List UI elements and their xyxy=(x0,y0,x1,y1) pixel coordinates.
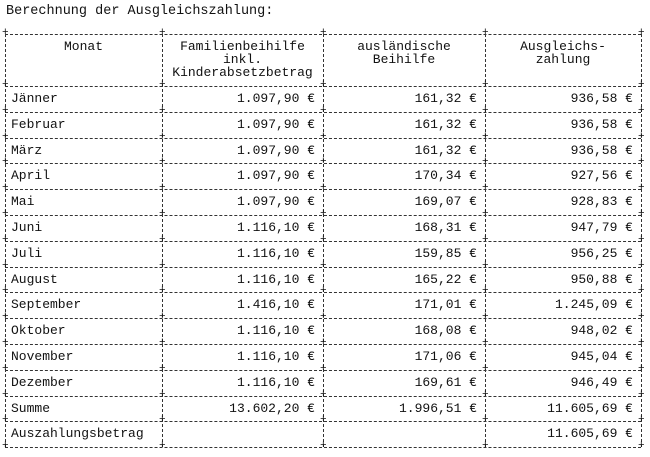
value-cell: 1.416,10 € xyxy=(236,297,315,313)
rule-junction: + xyxy=(2,27,9,39)
rule-junction: + xyxy=(638,285,645,298)
rule-junction: + xyxy=(2,388,9,401)
rule-junction: + xyxy=(482,388,489,401)
row-label: Juni xyxy=(11,220,43,235)
rule-junction: + xyxy=(482,104,489,117)
value-cell: 168,08 € xyxy=(414,323,477,339)
rule-junction: + xyxy=(320,388,327,401)
row-label: Mai xyxy=(11,194,35,210)
rule-junction: + xyxy=(2,311,9,324)
rule-junction: + xyxy=(638,440,645,453)
rule-junction: + xyxy=(638,156,645,169)
row-label: Summe xyxy=(11,400,51,416)
rule-junction: + xyxy=(320,130,327,143)
rule-junction: + xyxy=(482,233,489,246)
rule-junction: + xyxy=(638,362,645,375)
value-cell: 168,31 € xyxy=(414,220,477,235)
rule-junction: + xyxy=(482,414,489,427)
rule-junction: + xyxy=(320,208,327,220)
value-cell: 936,58 € xyxy=(570,116,633,132)
value-cell: 171,06 € xyxy=(414,349,477,364)
rule-junction: + xyxy=(320,337,327,349)
document-title: Berechnung der Ausgleichszahlung: xyxy=(6,4,274,19)
rule-junction: + xyxy=(159,156,166,169)
rule-junction: + xyxy=(2,414,9,427)
rule-junction: + xyxy=(638,259,645,272)
header-cell: inkl. xyxy=(222,52,262,67)
value-cell: 1.116,10 € xyxy=(236,349,315,364)
value-cell: 1.116,10 € xyxy=(236,323,315,339)
rule-junction: + xyxy=(638,79,645,91)
rule-junction: + xyxy=(320,311,327,324)
rule-junction: + xyxy=(2,440,9,453)
row-label: Jänner xyxy=(11,91,58,106)
rule-junction: + xyxy=(638,208,645,220)
rule-junction: + xyxy=(159,259,166,272)
rule-junction: + xyxy=(638,233,645,246)
value-cell: 1.097,90 € xyxy=(236,168,315,184)
rule-junction: + xyxy=(320,414,327,427)
value-cell: 11.605,69 € xyxy=(547,426,633,442)
rule-junction: + xyxy=(159,182,166,195)
value-cell: 1.116,10 € xyxy=(236,220,315,235)
rule-junction: + xyxy=(320,362,327,375)
value-cell: 946,49 € xyxy=(570,374,633,390)
rule-junction: + xyxy=(638,414,645,427)
value-cell: 165,22 € xyxy=(414,271,477,287)
rule-junction: + xyxy=(482,311,489,324)
rule-junction: + xyxy=(320,259,327,272)
rule-junction: + xyxy=(638,311,645,324)
rule-junction: + xyxy=(482,362,489,375)
rule-junction: + xyxy=(482,182,489,195)
rule-junction: + xyxy=(159,388,166,401)
rule-junction: + xyxy=(2,130,9,143)
rule-junction: + xyxy=(320,233,327,246)
header-cell: Beihilfe xyxy=(372,52,436,67)
value-cell: 927,56 € xyxy=(570,168,633,184)
rule-junction: + xyxy=(638,182,645,195)
rule-junction: + xyxy=(320,182,327,195)
rule-junction: + xyxy=(482,337,489,349)
rule-junction: + xyxy=(638,130,645,143)
rule-junction: + xyxy=(320,285,327,298)
rule-junction: + xyxy=(159,104,166,117)
rule-junction: + xyxy=(482,259,489,272)
header-cell: zahlung xyxy=(535,52,591,67)
row-label: April xyxy=(11,168,51,184)
header-cell: Ausgleichs- xyxy=(520,39,606,54)
value-cell: 161,32 € xyxy=(414,91,477,106)
rule-junction: + xyxy=(482,27,489,39)
value-cell: 169,07 € xyxy=(414,194,477,210)
value-cell: 1.097,90 € xyxy=(236,91,315,106)
rule-junction: + xyxy=(159,79,166,91)
value-cell: 169,61 € xyxy=(414,374,477,390)
row-label: Februar xyxy=(11,116,66,132)
value-cell: 1.097,90 € xyxy=(236,194,315,210)
rule-junction: + xyxy=(159,208,166,220)
rule-junction: + xyxy=(320,27,327,39)
value-cell: 1.116,10 € xyxy=(236,245,315,261)
rule-junction: + xyxy=(2,182,9,195)
header-cell: Familienbeihilfe xyxy=(180,39,305,54)
header-cell: ausländische xyxy=(357,39,451,54)
value-cell: 161,32 € xyxy=(414,142,477,158)
rule-junction: + xyxy=(482,208,489,220)
rule-junction: + xyxy=(159,285,166,298)
rule-junction: + xyxy=(159,440,166,453)
header-cell: Monat xyxy=(63,39,103,54)
value-cell: 947,79 € xyxy=(570,220,633,235)
value-cell: 1.116,10 € xyxy=(236,374,315,390)
rule-junction: + xyxy=(2,79,9,91)
row-label: Dezember xyxy=(11,374,74,390)
row-label: März xyxy=(11,142,43,158)
rule-junction: + xyxy=(482,79,489,91)
row-label: August xyxy=(11,271,58,287)
value-cell: 170,34 € xyxy=(414,168,477,184)
rule-junction: + xyxy=(482,440,489,453)
rule-junction: + xyxy=(159,130,166,143)
header-cell: Kinderabsetzbetrag xyxy=(172,65,313,80)
rule-junction: + xyxy=(320,156,327,169)
value-cell: 171,01 € xyxy=(414,297,477,313)
value-cell: 945,04 € xyxy=(570,349,633,364)
value-cell: 161,32 € xyxy=(414,116,477,132)
value-cell: 948,02 € xyxy=(570,323,633,339)
rule-junction: + xyxy=(159,27,166,39)
rule-junction: + xyxy=(482,285,489,298)
rule-junction: + xyxy=(2,362,9,375)
rule-junction: + xyxy=(2,337,9,349)
value-cell: 159,85 € xyxy=(414,245,477,261)
rule-junction: + xyxy=(320,79,327,91)
value-cell: 1.996,51 € xyxy=(398,400,477,416)
value-cell: 13.602,20 € xyxy=(229,400,315,416)
rule-junction: + xyxy=(2,104,9,117)
row-label: September xyxy=(11,297,82,313)
rule-junction: + xyxy=(482,156,489,169)
row-label: Oktober xyxy=(11,323,66,339)
rule-junction: + xyxy=(320,104,327,117)
value-cell: 956,25 € xyxy=(570,245,633,261)
value-cell: 11.605,69 € xyxy=(547,400,633,416)
value-cell: 950,88 € xyxy=(570,271,633,287)
rule-junction: + xyxy=(159,337,166,349)
rule-junction: + xyxy=(638,27,645,39)
rule-junction: + xyxy=(320,440,327,453)
rule-junction: + xyxy=(159,233,166,246)
rule-junction: + xyxy=(2,208,9,220)
value-cell: 1.097,90 € xyxy=(236,116,315,132)
value-cell: 928,83 € xyxy=(570,194,633,210)
rule-junction: + xyxy=(638,337,645,349)
row-label: November xyxy=(11,349,74,364)
row-label: Juli xyxy=(11,245,43,261)
value-cell: 936,58 € xyxy=(570,91,633,106)
rule-junction: + xyxy=(159,362,166,375)
value-cell: 1.245,09 € xyxy=(554,297,633,313)
rule-junction: + xyxy=(159,414,166,427)
rule-junction: + xyxy=(482,130,489,143)
rule-junction: + xyxy=(2,156,9,169)
value-cell: 1.116,10 € xyxy=(236,271,315,287)
value-cell: 1.097,90 € xyxy=(236,142,315,158)
rule-junction: + xyxy=(2,285,9,298)
compensation-table xyxy=(2,27,645,453)
row-label: Auszahlungsbetrag xyxy=(11,426,144,442)
rule-junction: + xyxy=(638,388,645,401)
rule-junction: + xyxy=(159,311,166,324)
value-cell: 936,58 € xyxy=(570,142,633,158)
rule-junction: + xyxy=(2,259,9,272)
rule-junction: + xyxy=(638,104,645,117)
rule-junction: + xyxy=(2,233,9,246)
